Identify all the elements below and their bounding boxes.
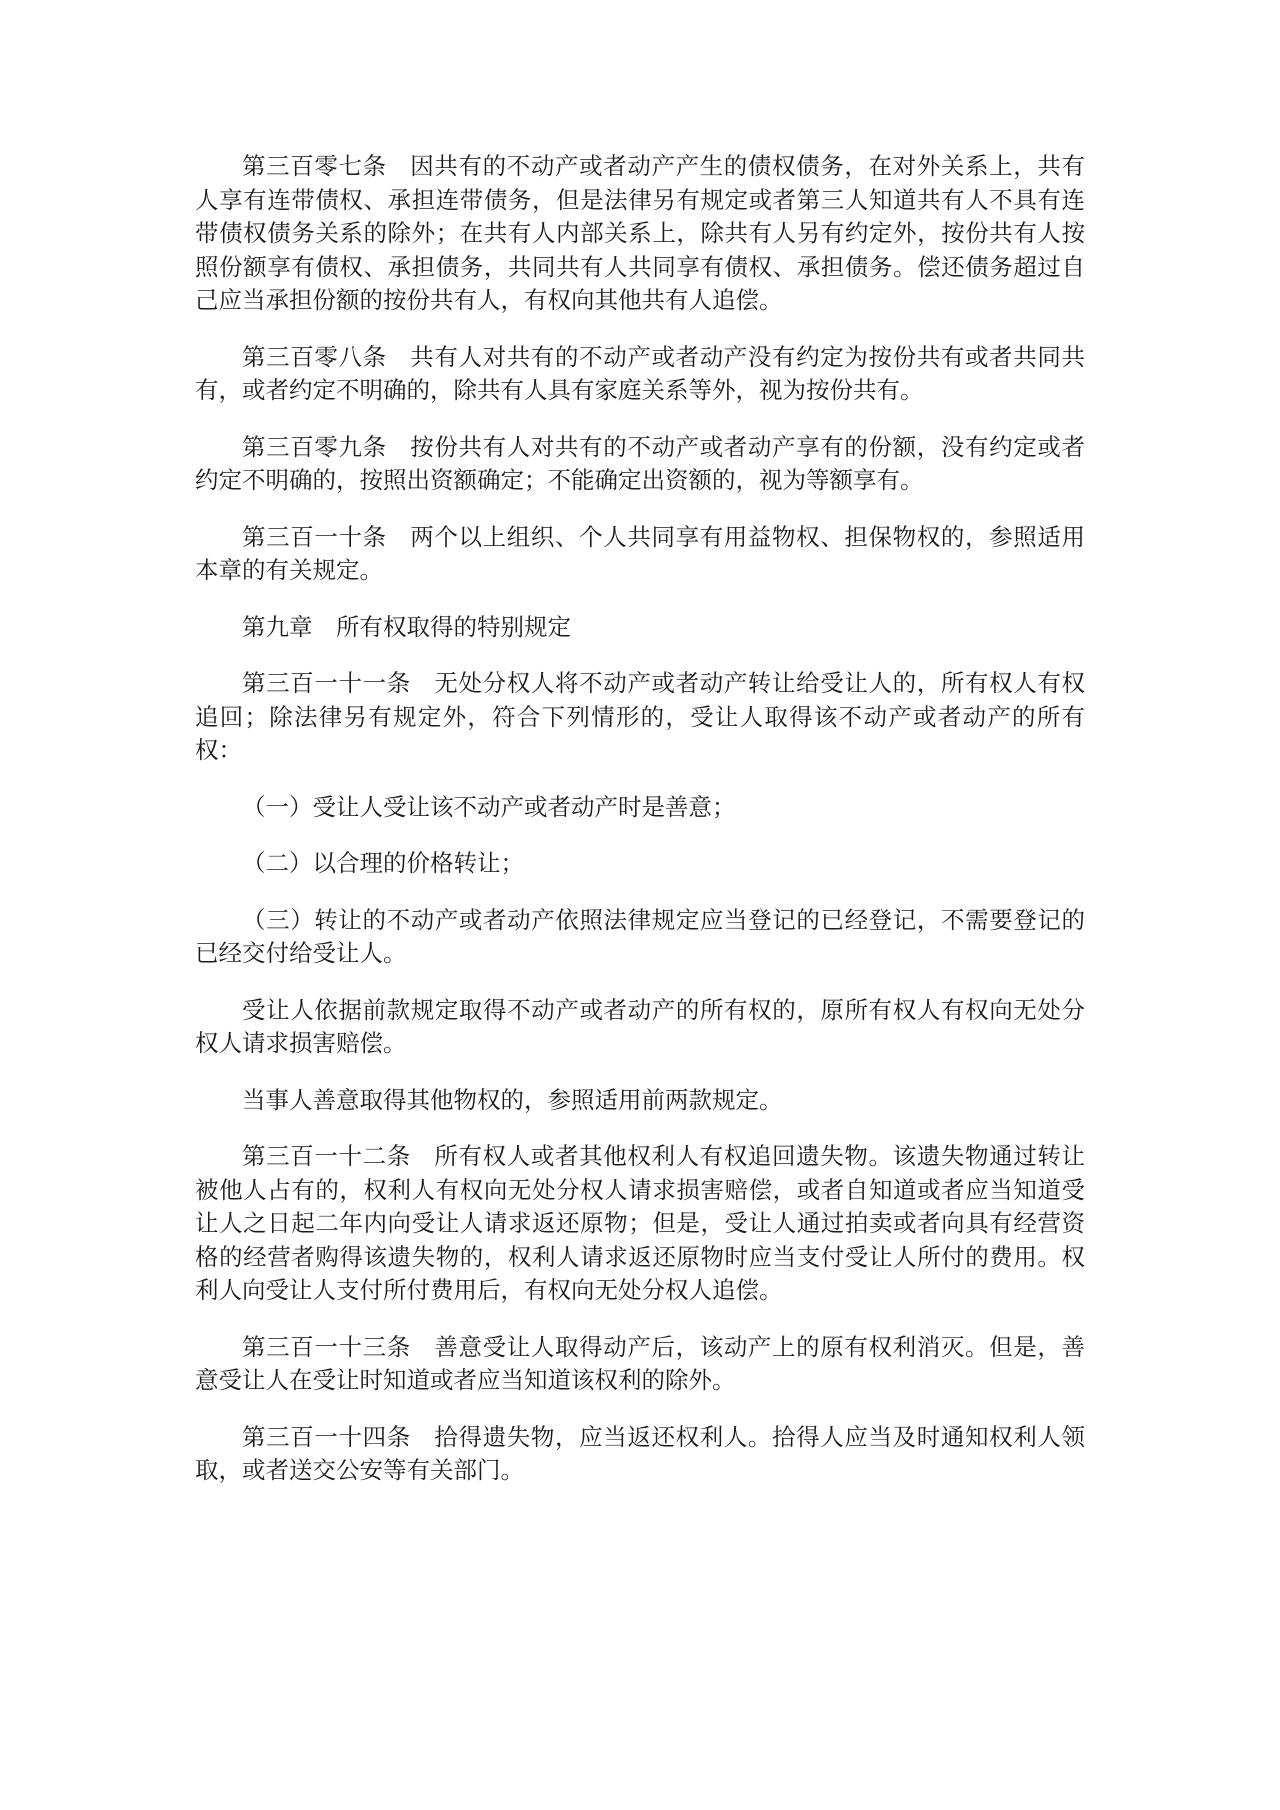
paragraph-text xyxy=(195,1084,1085,1118)
chapter-heading xyxy=(195,611,1085,645)
document-page xyxy=(195,150,1085,1511)
article-311 xyxy=(195,667,1085,768)
article-label: 第三百一十二条 xyxy=(242,1142,411,1170)
article-label: 第三百零九条 xyxy=(242,432,387,461)
article-text: 共有人对共有的不动产或者动产没有约定为按份共有或者共同共有，或者约定不明确的，除共有人具有家庭关系等外，视为按份共有。 xyxy=(195,342,1086,404)
paragraph-body: 受让人依据前款规定取得不动产或者动产的所有权的，原所有权人有权向无处分权人请求损害赔偿。 xyxy=(195,995,1085,1057)
paragraph-text xyxy=(195,994,1085,1061)
article-label: 第三百一十三条 xyxy=(242,1332,411,1361)
chapter-title: 所有权取得的特别规定 xyxy=(336,612,571,641)
article-text: 善意受让人取得动产后，该动产上的原有权利消灭。但是，善意受让人在受让时知道或者应当知道该权利的除外。 xyxy=(195,1332,1086,1394)
list-item-1 xyxy=(195,791,1085,825)
list-item-2 xyxy=(195,847,1085,881)
article-label: 第三百零七条 xyxy=(242,152,387,180)
article-text: 无处分权人将不动产或者动产转让给受让人的，所有权人有权追回；除法律另有规定外，符合下列情形的，受让人取得该不动产或者动产的所有权： xyxy=(195,669,1086,764)
chapter-label: 第九章 xyxy=(242,612,313,641)
list-item-text: （三）转让的不动产或者动产依照法律规定应当登记的已经登记，不需要登记的已经交付给受让人。 xyxy=(195,905,1085,967)
article-314 xyxy=(195,1421,1085,1488)
paragraph-body: 当事人善意取得其他物权的，参照适用前两款规定。 xyxy=(242,1085,783,1114)
article-text: 因共有的不动产或者动产产生的债权债务，在对外关系上，共有人享有连带债权、承担连带债务，但是法律另有规定或者第三人知道共有人不具有连带债权债务关系的除外；在共有人内部关系上，除共有人另有约定外，按份共有人按照份额享有债权、承担债务，共同共有人共同享有债权、承担债务。偿还债务超过自己应当承担份额的按份共有人，有权向其他共有人追偿。 xyxy=(195,152,1086,314)
article-312 xyxy=(195,1140,1085,1308)
article-text: 按份共有人对共有的不动产或者动产享有的份额，没有约定或者约定不明确的，按照出资额确定；不能确定出资额的，视为等额享有。 xyxy=(195,432,1086,494)
article-label: 第三百一十条 xyxy=(242,522,387,551)
article-text: 所有权人或者其他权利人有权追回遗失物。该遗失物通过转让被他人占有的，权利人有权向无处分权人请求损害赔偿，或者自知道或者应当知道受让人之日起二年内向受让人请求返还原物；但是，受让人通过拍卖或者向具有经营资格的经营者购得该遗失物的，权利人请求返还原物时应当支付受让人所付的费用。权利人向受让人支付所付费用后，有权向无处分权人追偿。 xyxy=(195,1142,1086,1304)
article-label: 第三百一十四条 xyxy=(242,1422,411,1451)
article-label: 第三百一十一条 xyxy=(242,669,411,697)
list-item-text: （二）以合理的价格转让； xyxy=(242,849,524,877)
article-309 xyxy=(195,431,1085,498)
article-text: 两个以上组织、个人共同享有用益物权、担保物权的，参照适用本章的有关规定。 xyxy=(195,522,1086,584)
list-item-3 xyxy=(195,904,1085,971)
article-307 xyxy=(195,150,1085,318)
article-308 xyxy=(195,341,1085,408)
list-item-text: （一）受让人受让该不动产或者动产时是善意； xyxy=(242,792,736,821)
article-310 xyxy=(195,521,1085,588)
article-313 xyxy=(195,1331,1085,1398)
article-label: 第三百零八条 xyxy=(242,342,387,371)
article-text: 拾得遗失物，应当返还权利人。拾得人应当及时通知权利人领取，或者送交公安等有关部门。 xyxy=(195,1422,1086,1484)
